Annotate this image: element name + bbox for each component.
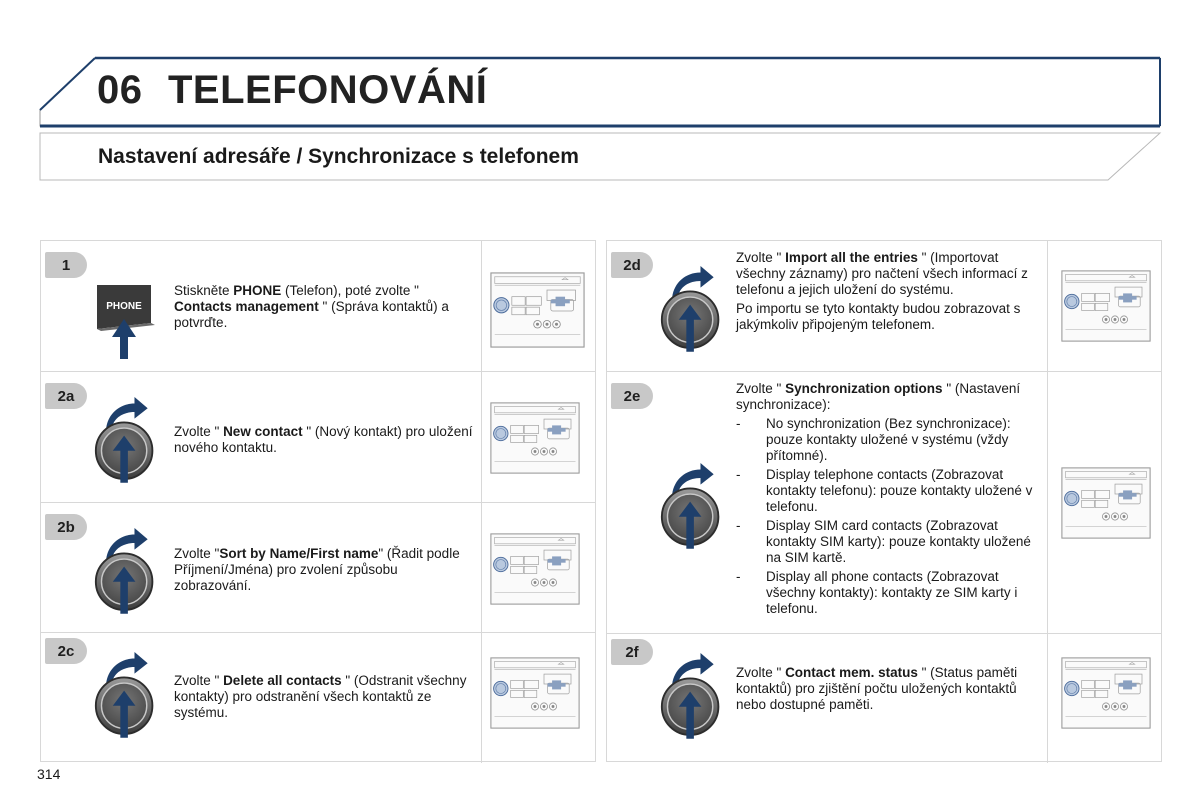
device-column	[1047, 372, 1163, 633]
radio-unit-icon	[485, 402, 585, 474]
step-row-1	[41, 241, 595, 372]
rotary-knob-icon	[93, 521, 159, 616]
step-row-2e	[607, 372, 1161, 634]
step-badge: 2c	[45, 638, 87, 664]
device-column	[481, 241, 597, 371]
step-text: Zvolte " Import all the entries " (Importovat všechny záznamy) pro načtení všech informací z telefonu a jejich uložení do systému. Po importu se tyto kontakty budou zobrazovat s jakýmkoliv připojeným telefonem.	[736, 250, 1028, 332]
radio-unit-icon	[485, 533, 585, 605]
page-number: 314	[37, 766, 61, 782]
step-badge: 2f	[611, 639, 653, 665]
rotary-knob-icon	[659, 646, 725, 741]
chapter-title: TELEFONOVÁNÍ	[168, 68, 488, 112]
step-text: Zvolte " Contact mem. status " (Status paměti kontaktů) pro zjištění počtu uložených kontaktů nebo dostupné paměti.	[736, 665, 1018, 712]
radio-unit-icon	[1051, 270, 1161, 342]
steps-panel-left	[40, 240, 596, 762]
step-badge: 2d	[611, 252, 653, 278]
rotary-knob-icon	[659, 456, 725, 551]
device-column	[481, 503, 597, 632]
step-text: Zvolte "Sort by Name/First name" (Řadit podle Příjmení/Jména) pro zvolení způsobu zobrazování.	[174, 546, 460, 593]
step-text: Zvolte " Delete all contacts " (Odstranit všechny kontakty) pro odstranění všech kontaktů ze systému.	[174, 673, 467, 720]
rotary-knob-icon	[93, 645, 159, 740]
phone-key-label: PHONE	[106, 301, 142, 312]
radio-unit-icon	[485, 657, 585, 729]
rotary-knob-icon	[659, 259, 725, 354]
device-column	[481, 372, 597, 502]
radio-unit-icon	[1051, 467, 1161, 539]
step-row-2a	[41, 372, 595, 503]
steps-panel-right	[606, 240, 1162, 762]
phone-key-icon	[93, 281, 159, 361]
radio-unit-icon	[1051, 657, 1161, 729]
device-column	[1047, 241, 1163, 371]
device-column	[1047, 634, 1163, 763]
step-badge: 2a	[45, 383, 87, 409]
chapter-number: 06	[97, 68, 143, 112]
step-row-2f	[607, 634, 1161, 763]
step-row-2c	[41, 633, 595, 763]
step-badge: 2e	[611, 383, 653, 409]
step-badge: 1	[45, 252, 87, 278]
step-text: Zvolte " Synchronization options " (Nastavení synchronizace): - No synchronization (Bez synchronizace): pouze kontakty uložené v systému (vždy přítomné). - Display telephone contacts (Zobrazovat kontakty telefonu): pouze kontakty uložené v telefonu. - Display SIM card contacts (Zobrazovat kontakty SIM karty): pouze kontakty uložené na SIM kartě. - Display all phone contacts (Zobrazovat všechny kontakty): kontakty ze SIM karty i telefonu.	[736, 381, 1036, 620]
sync-option: - Display all phone contacts (Zobrazovat všechny kontakty): kontakty ze SIM karty i telefonu.	[736, 569, 1018, 616]
step-row-2d	[607, 241, 1161, 372]
step-badge: 2b	[45, 514, 87, 540]
step-text: Zvolte " New contact " (Nový kontakt) pro uložení nového kontaktu.	[174, 424, 473, 455]
sync-option: - No synchronization (Bez synchronizace): pouze kontakty uložené v systému (vždy přítomné).	[736, 416, 1011, 463]
sync-options-list	[736, 416, 1036, 617]
device-column	[481, 633, 597, 763]
step-row-2b	[41, 503, 595, 633]
sync-option: - Display telephone contacts (Zobrazovat kontakty telefonu): pouze kontakty uložené v telefonu.	[736, 467, 1033, 514]
sync-option: - Display SIM card contacts (Zobrazovat kontakty SIM karty): pouze kontakty uložené na SIM kartě.	[736, 518, 1031, 565]
rotary-knob-icon	[93, 390, 159, 485]
radio-unit-icon	[490, 270, 585, 350]
step-text: Stiskněte PHONE (Telefon), poté zvolte " Contacts management " (Správa kontaktů) a potvrďte.	[174, 283, 449, 330]
section-title: Nastavení adresáře / Synchronizace s telefonem	[98, 145, 579, 168]
